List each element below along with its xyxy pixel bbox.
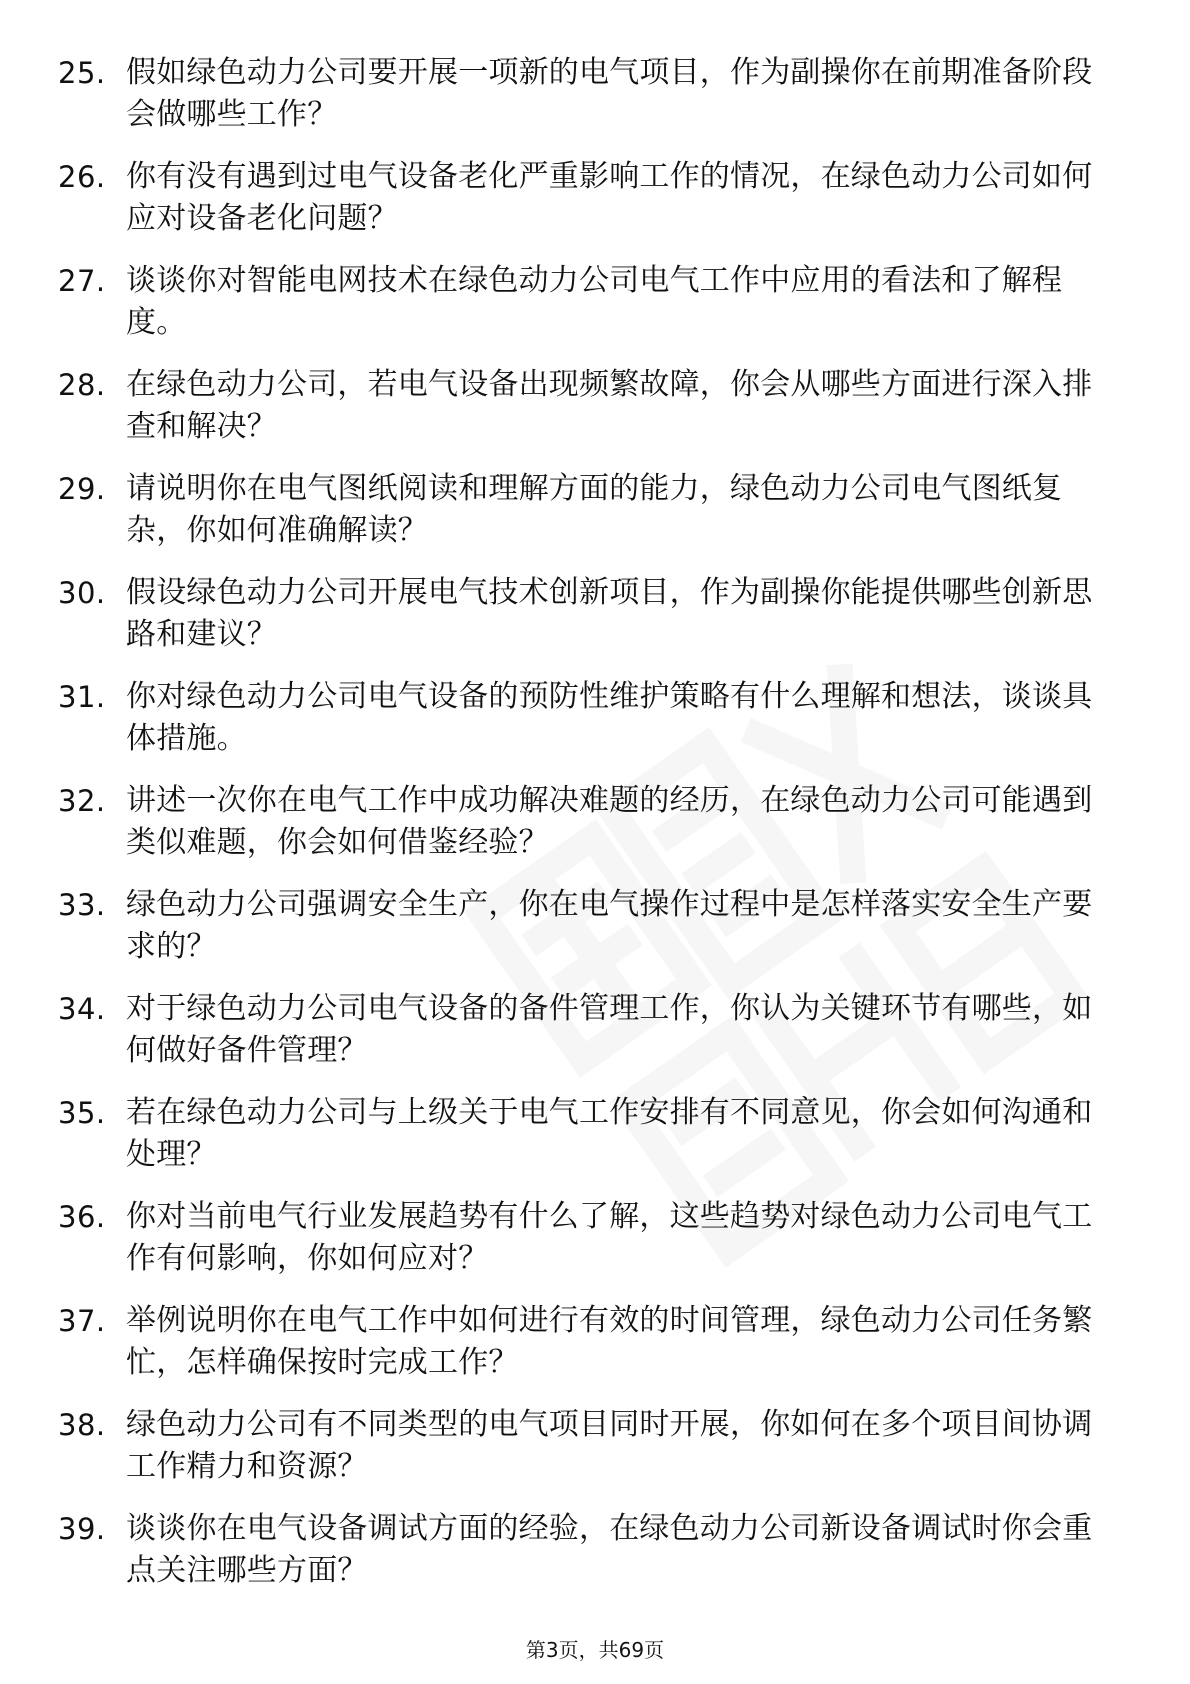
list-item (58, 1300, 1118, 1404)
list-item (58, 260, 1118, 364)
list-item (58, 156, 1118, 260)
question-text: 若在绿色动力公司与上级关于电气工作安排有不同意见，你会如何沟通和处理？ (126, 1095, 1093, 1172)
list-item (58, 1196, 1118, 1300)
question-number: 32. (58, 784, 106, 818)
question-number: 27. (58, 264, 106, 298)
question-text: 你有没有遇到过电气设备老化严重影响工作的情况，在绿色动力公司如何应对设备老化问题？ (126, 159, 1093, 236)
question-text: 请说明你在电气图纸阅读和理解方面的能力，绿色动力公司电气图纸复杂，你如何准确解读？ (126, 471, 1063, 548)
question-text: 绿色动力公司强调安全生产，你在电气操作过程中是怎样落实安全生产要求的？ (126, 887, 1093, 964)
page-footer (0, 1636, 1190, 1664)
list-item (58, 1404, 1118, 1508)
list-item (58, 1092, 1118, 1196)
list-item (58, 676, 1118, 780)
question-number: 25. (58, 56, 106, 90)
question-text: 举例说明你在电气工作中如何进行有效的时间管理，绿色动力公司任务繁忙，怎样确保按时完成工作？ (126, 1303, 1093, 1380)
list-item (58, 468, 1118, 572)
list-item (58, 884, 1118, 988)
question-text: 假设绿色动力公司开展电气技术创新项目，作为副操你能提供哪些创新思路和建议？ (126, 575, 1093, 652)
question-text: 在绿色动力公司，若电气设备出现频繁故障，你会从哪些方面进行深入排查和解决？ (126, 367, 1093, 444)
question-number: 35. (58, 1096, 106, 1130)
question-text: 谈谈你在电气设备调试方面的经验，在绿色动力公司新设备调试时你会重点关注哪些方面？ (126, 1511, 1093, 1588)
question-number: 38. (58, 1408, 106, 1442)
question-number: 29. (58, 472, 106, 506)
question-text: 你对当前电气行业发展趋势有什么了解，这些趋势对绿色动力公司电气工作有何影响，你如何应对？ (126, 1199, 1093, 1276)
question-number: 39. (58, 1512, 106, 1546)
question-text: 你对绿色动力公司电气设备的预防性维护策略有什么理解和想法，谈谈具体措施。 (126, 679, 1093, 756)
question-text: 绿色动力公司有不同类型的电气项目同时开展，你如何在多个项目间协调工作精力和资源？ (126, 1407, 1093, 1484)
question-number: 36. (58, 1200, 106, 1234)
question-text: 假如绿色动力公司要开展一项新的电气项目，作为副操你在前期准备阶段会做哪些工作？ (126, 55, 1093, 132)
question-number: 28. (58, 368, 106, 402)
question-number: 31. (58, 680, 106, 714)
list-item (58, 364, 1118, 468)
question-text: 讲述一次你在电气工作中成功解决难题的经历，在绿色动力公司可能遇到类似难题，你会如何借鉴经验？ (126, 783, 1093, 860)
question-number: 33. (58, 888, 106, 922)
question-number: 30. (58, 576, 106, 610)
question-number: 34. (58, 992, 106, 1026)
question-number: 26. (58, 160, 106, 194)
list-item (58, 52, 1118, 156)
list-item (58, 780, 1118, 884)
page-number-label: 第3页，共69页 (525, 1638, 665, 1662)
question-text: 对于绿色动力公司电气设备的备件管理工作，你认为关键环节有哪些，如何做好备件管理？ (126, 991, 1093, 1068)
question-list (58, 52, 1118, 1612)
list-item (58, 988, 1118, 1092)
list-item (58, 572, 1118, 676)
question-number: 37. (58, 1304, 106, 1338)
list-item (58, 1508, 1118, 1612)
question-text: 谈谈你对智能电网技术在绿色动力公司电气工作中应用的看法和了解程度。 (126, 263, 1063, 340)
